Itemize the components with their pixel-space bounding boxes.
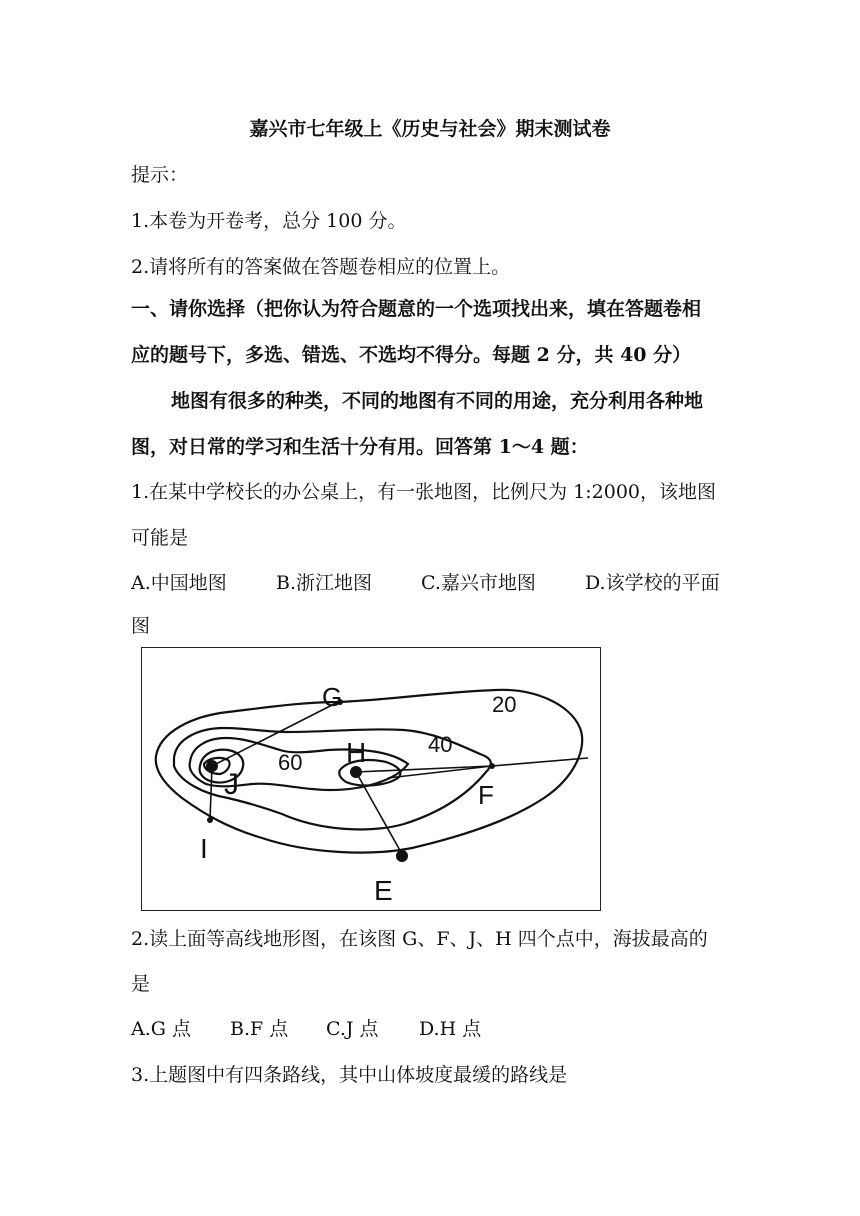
q2-option-a: A.G 点 bbox=[131, 1018, 191, 1040]
tips-heading: 提示： bbox=[131, 164, 189, 186]
route-j-i bbox=[210, 766, 212, 820]
q1-stem-line2: 可能是 bbox=[131, 527, 189, 549]
point-label-i: I bbox=[200, 833, 208, 864]
q2-option-b: B.F 点 bbox=[230, 1018, 289, 1040]
q2-stem-line1: 2.读上面等高线地形图，在该图 G、F、J、H 四个点中，海拔最高的 bbox=[131, 928, 708, 950]
point-label-e: E bbox=[374, 875, 393, 906]
point-f-dot bbox=[489, 763, 495, 769]
contour-label-40: 40 bbox=[428, 732, 453, 757]
q2-stem-line2: 是 bbox=[131, 973, 151, 995]
contour-label-20: 20 bbox=[492, 692, 517, 717]
q3-stem-line1: 3.上题图中有四条路线，其中山体坡度最缓的路线是 bbox=[131, 1064, 568, 1086]
q1-stem-line1: 1.在某中学校长的办公桌上，有一张地图，比例尺为 1:2000，该地图 bbox=[131, 481, 717, 503]
point-label-h: H bbox=[346, 737, 367, 768]
route-f-east bbox=[492, 758, 588, 766]
q2-option-c: C.J 点 bbox=[326, 1018, 379, 1040]
section1-heading-line1: 一、请你选择（把你认为符合题意的一个选项找出来，填在答题卷相 bbox=[131, 298, 702, 320]
point-i-dot bbox=[207, 817, 213, 823]
tip-item-2: 2.请将所有的答案做在答题卷相应的位置上。 bbox=[131, 256, 511, 278]
contour-map bbox=[141, 647, 601, 911]
exam-title: 嘉兴市七年级上《历史与社会》期末测试卷 bbox=[249, 118, 611, 140]
section1-heading-line2: 应的题号下，多选、错选、不选均不得分。每题 2 分，共 40 分） bbox=[131, 344, 692, 366]
section1-intro-line1: 地图有很多的种类，不同的地图有不同的用途，充分利用各种地 bbox=[171, 390, 704, 412]
section1-intro-line2: 图，对日常的学习和生活十分有用。回答第 1～4 题： bbox=[131, 436, 589, 458]
point-j-dot bbox=[206, 760, 218, 772]
point-label-j: J bbox=[224, 768, 239, 801]
q1-option-c: C.嘉兴市地图 bbox=[421, 572, 536, 594]
contour-map-graphic bbox=[142, 648, 599, 909]
point-label-f: F bbox=[478, 780, 494, 810]
tip-item-1: 1.本卷为开卷考，总分 100 分。 bbox=[131, 210, 407, 232]
q2-option-d: D.H 点 bbox=[419, 1018, 482, 1040]
q1-option-d-wrap: 图 bbox=[131, 615, 151, 637]
point-e-dot bbox=[396, 850, 408, 862]
contour-label-60: 60 bbox=[278, 750, 303, 775]
q1-option-a: A.中国地图 bbox=[131, 572, 227, 594]
point-label-g: G bbox=[322, 682, 343, 712]
q1-option-d: D.该学校的平面 bbox=[585, 572, 720, 594]
q1-option-b: B.浙江地图 bbox=[276, 572, 373, 594]
